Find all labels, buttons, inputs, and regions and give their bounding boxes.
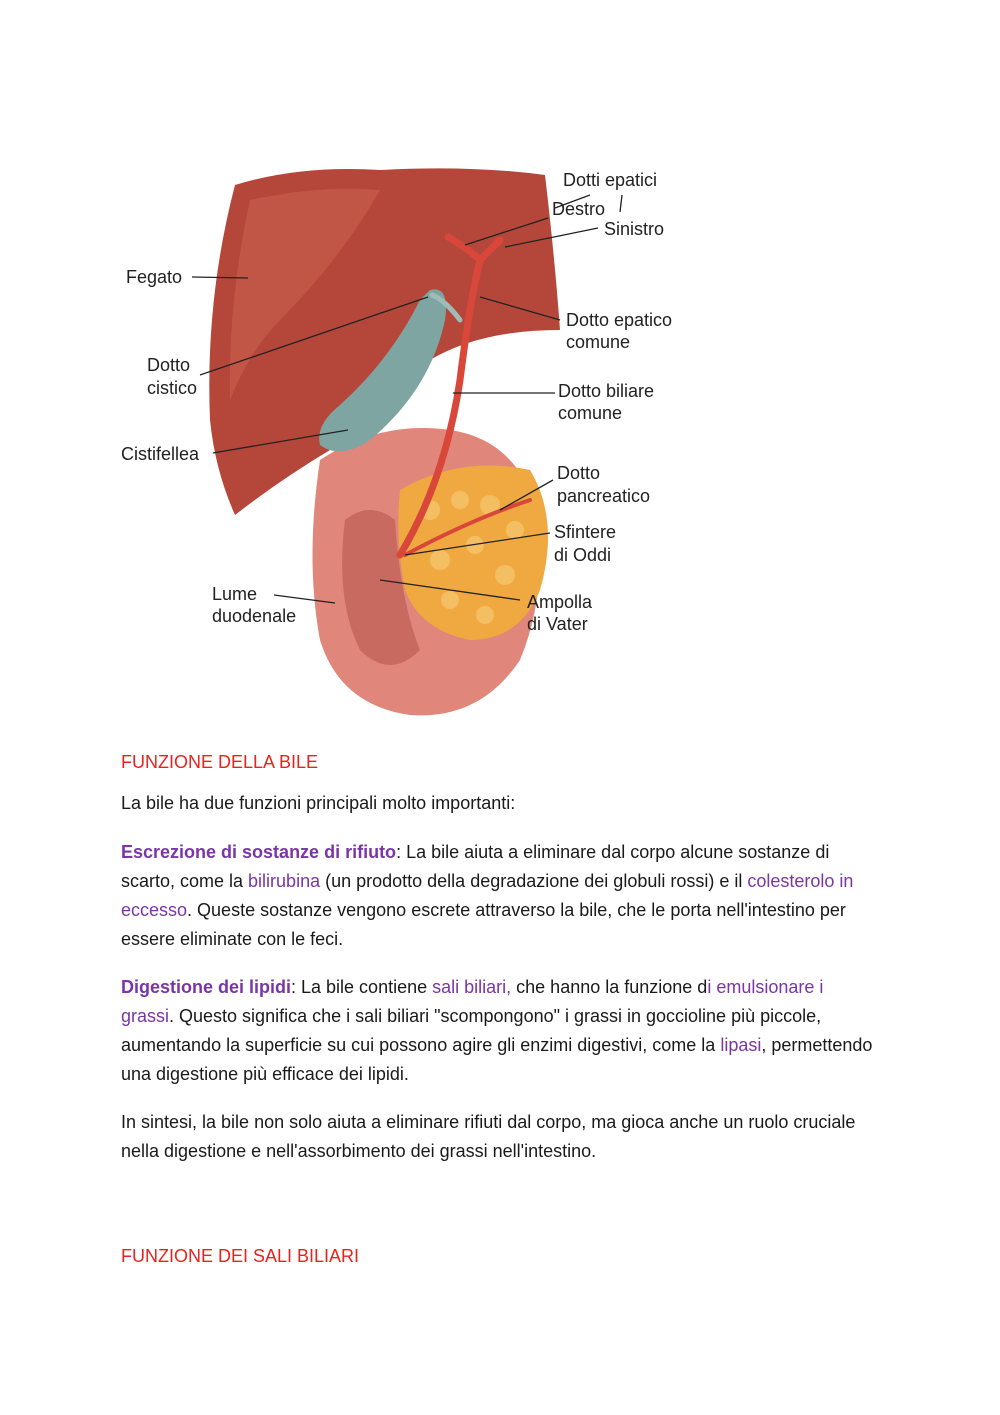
- text-segment: . Questo significa che i sali biliari "scompongono" i grassi in goccioline più piccole, aumentando la superficie su cui possono agire gli enzimi digestivi, come la: [121, 1006, 822, 1055]
- summary-paragraph: In sintesi, la bile non solo aiuta a eliminare rifiuti dal corpo, ma gioca anche un ruolo cruciale nella digestione e nell'assorbimento dei grassi nell'intestino.: [121, 1112, 856, 1161]
- term-digestione: Digestione dei lipidi: [121, 977, 292, 997]
- term-escrezione: Escrezione di sostanze di rifiuto: [121, 842, 397, 862]
- term-colesterolo: colesterolo in eccesso: [121, 871, 854, 920]
- label-dotto-biliare-comune: comune: [558, 403, 623, 423]
- label-dotto-pancreatico: Dotto: [557, 463, 601, 483]
- term-lipasi: lipasi: [720, 1035, 762, 1055]
- paragraph-escrezione: [121, 838, 881, 954]
- text-segment: (un prodotto della degradazione dei globuli rossi) e il: [320, 871, 748, 891]
- label-dotti-epatici: Dotti epatici: [563, 170, 658, 190]
- text-segment: : La bile aiuta a eliminare dal corpo alcune sostanze di scarto, come la: [121, 842, 830, 891]
- label-cistifellea: Cistifellea: [121, 444, 200, 464]
- section-heading-sali-biliari: FUNZIONE DEI SALI BILIARI: [121, 1246, 360, 1266]
- label-fegato: Fegato: [126, 267, 183, 287]
- term-sali-biliari: sali biliari,: [432, 977, 512, 997]
- text-segment: , permettendo una digestione più efficace dei lipidi.: [121, 1035, 873, 1084]
- label-sfintere: Sfintere: [554, 522, 617, 542]
- label-sfintere-oddi: di Oddi: [554, 545, 612, 565]
- document-body: [121, 748, 881, 1271]
- text-segment: che hanno la funzione d: [511, 977, 708, 997]
- text-segment: . Queste sostanze vengono escrete attraverso la bile, che le porta nell'intestino per essere eliminate con le feci.: [121, 900, 846, 949]
- label-ampolla-vater: di Vater: [527, 614, 588, 634]
- label-ampolla: Ampolla: [527, 592, 593, 612]
- label-dotto-biliare: Dotto biliare: [558, 381, 655, 401]
- label-dotto-epatico: Dotto epatico: [566, 310, 673, 330]
- term-bilirubina: bilirubina: [248, 871, 321, 891]
- label-lume: Lume: [212, 584, 258, 604]
- paragraph-digestione: [121, 973, 881, 1089]
- label-destro: Destro: [552, 199, 606, 219]
- term-emulsionare: i emulsionare i grassi: [121, 977, 824, 1026]
- label-lume-duodenale: duodenale: [212, 606, 297, 626]
- section-heading-bile: FUNZIONE DELLA BILE: [121, 752, 319, 772]
- label-dotto-pancreatico-2: pancreatico: [557, 486, 651, 506]
- anatomy-illustration: [110, 150, 710, 730]
- label-dotto-epatico-comune: comune: [566, 332, 631, 352]
- label-dotto-cistico-2: cistico: [147, 378, 198, 398]
- label-sinistro: Sinistro: [604, 219, 665, 239]
- label-dotto-cistico: Dotto: [147, 355, 191, 375]
- text-segment: : La bile contiene: [291, 977, 433, 997]
- intro-paragraph: La bile ha due funzioni principali molto importanti:: [121, 793, 516, 813]
